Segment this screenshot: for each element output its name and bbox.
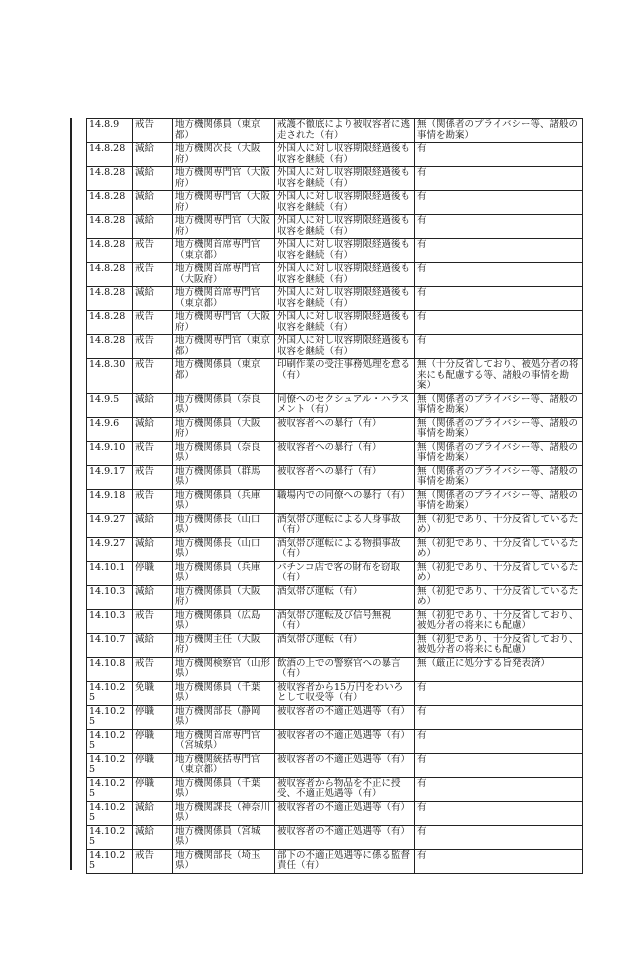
- cell-publicity: 有: [415, 705, 583, 729]
- cell-type: 減給: [133, 215, 173, 239]
- cell-act: 同僚へのセクシュアル・ハラスメント（有）: [275, 393, 415, 417]
- table-row: [87, 335, 583, 359]
- cell-publicity: 有: [415, 311, 583, 335]
- cell-type: 戒告: [133, 335, 173, 359]
- cell-act: 外国人に対し収容期限経過後も収容を継続（有）: [275, 191, 415, 215]
- cell-act: 外国人に対し収容期限経過後も収容を継続（有）: [275, 167, 415, 191]
- cell-person: 地方機関部長（埼玉県）: [173, 849, 275, 873]
- cell-date: 14.9.5: [87, 393, 133, 417]
- table-row: [87, 729, 583, 753]
- table-row: [87, 585, 583, 609]
- cell-person: 地方機関専門官（大阪府）: [173, 311, 275, 335]
- cell-act: 印刷作業の受注事務処理を怠る（有）: [275, 359, 415, 394]
- cell-date: 14.8.28: [87, 215, 133, 239]
- cell-publicity: 無（初犯であり、十分反省しているため）: [415, 561, 583, 585]
- table-row: [87, 537, 583, 561]
- cell-act: 外国人に対し収容期限経過後も収容を継続（有）: [275, 239, 415, 263]
- cell-date: 14.9.10: [87, 441, 133, 465]
- cell-date: 14.9.6: [87, 417, 133, 441]
- cell-type: 減給: [133, 167, 173, 191]
- cell-date: 14.9.17: [87, 465, 133, 489]
- cell-date: 14.10.25: [87, 753, 133, 777]
- cell-person: 地方機関係員（宮城県）: [173, 825, 275, 849]
- cell-type: 減給: [133, 287, 173, 311]
- cell-type: 停職: [133, 729, 173, 753]
- cell-act: 外国人に対し収容期限経過後も収容を継続（有）: [275, 335, 415, 359]
- cell-person: 地方機関係長（山口県）: [173, 513, 275, 537]
- table-row: [87, 143, 583, 167]
- table-row: [87, 657, 583, 681]
- records-table-body: [87, 119, 583, 874]
- cell-publicity: 有: [415, 263, 583, 287]
- table-row: [87, 705, 583, 729]
- cell-act: 酒気帯び運転及び信号無視（有）: [275, 609, 415, 633]
- table-row: [87, 263, 583, 287]
- cell-publicity: 有: [415, 239, 583, 263]
- cell-person: 地方機関係員（群馬県）: [173, 465, 275, 489]
- cell-type: 減給: [133, 393, 173, 417]
- cell-act: 被収容者の不適正処遇等（有）: [275, 753, 415, 777]
- cell-publicity: 無（関係者のプライバシー等、諸般の事情を勘案）: [415, 441, 583, 465]
- cell-date: 14.10.3: [87, 585, 133, 609]
- cell-person: 地方機関首席専門官（東京都）: [173, 287, 275, 311]
- cell-person: 地方機関係員（兵庫県）: [173, 489, 275, 513]
- cell-date: 14.10.25: [87, 681, 133, 705]
- disciplinary-records-table: [86, 118, 583, 874]
- cell-person: 地方機関係員（千葉県）: [173, 777, 275, 801]
- cell-act: 職場内での同僚への暴行（有）: [275, 489, 415, 513]
- cell-date: 14.9.27: [87, 537, 133, 561]
- cell-person: 地方機関係長（山口県）: [173, 537, 275, 561]
- cell-act: 酒気帯び運転（有）: [275, 633, 415, 657]
- cell-type: 戒告: [133, 239, 173, 263]
- table-row: [87, 825, 583, 849]
- cell-act: 酒気帯び運転による人身事故（有）: [275, 513, 415, 537]
- table-row: [87, 215, 583, 239]
- cell-date: 14.9.18: [87, 489, 133, 513]
- cell-person: 地方機関専門官（大阪府）: [173, 167, 275, 191]
- cell-date: 14.8.9: [87, 119, 133, 143]
- cell-type: 戒告: [133, 263, 173, 287]
- cell-act: 被収容者から物品を不正に授受、不適正処遇等（有）: [275, 777, 415, 801]
- cell-publicity: 無（初犯であり、十分反省しているため）: [415, 585, 583, 609]
- cell-act: 被収容者への暴行（有）: [275, 417, 415, 441]
- cell-type: 減給: [133, 585, 173, 609]
- table-row: [87, 489, 583, 513]
- cell-type: 戒告: [133, 119, 173, 143]
- cell-publicity: 有: [415, 215, 583, 239]
- table-row: [87, 681, 583, 705]
- cell-person: 地方機関係員（大阪府）: [173, 585, 275, 609]
- table-row: [87, 465, 583, 489]
- cell-type: 減給: [133, 537, 173, 561]
- cell-publicity: 無（関係者のプライバシー等、諸般の事情を勘案）: [415, 417, 583, 441]
- cell-publicity: 有: [415, 825, 583, 849]
- cell-type: 戒告: [133, 311, 173, 335]
- cell-person: 地方機関課長（神奈川県）: [173, 801, 275, 825]
- cell-person: 地方機関次長（大阪府）: [173, 143, 275, 167]
- cell-publicity: 有: [415, 681, 583, 705]
- cell-act: 外国人に対し収容期限経過後も収容を継続（有）: [275, 143, 415, 167]
- cell-act: 被収容者の不適正処遇等（有）: [275, 705, 415, 729]
- cell-type: 戒告: [133, 359, 173, 394]
- cell-person: 地方機関係員（広島県）: [173, 609, 275, 633]
- cell-act: 戒護不徹底により被収容者に逃走された（有）: [275, 119, 415, 143]
- table-row: [87, 311, 583, 335]
- cell-act: 外国人に対し収容期限経過後も収容を継続（有）: [275, 287, 415, 311]
- cell-type: 戒告: [133, 657, 173, 681]
- cell-publicity: 有: [415, 753, 583, 777]
- cell-person: 地方機関専門官（大阪府）: [173, 191, 275, 215]
- cell-act: 被収容者の不適正処遇等（有）: [275, 825, 415, 849]
- table-row: [87, 167, 583, 191]
- cell-person: 地方機関係員（千葉県）: [173, 681, 275, 705]
- table-row: [87, 561, 583, 585]
- table-row: [87, 777, 583, 801]
- cell-date: 14.8.28: [87, 167, 133, 191]
- cell-type: 減給: [133, 633, 173, 657]
- cell-person: 地方機関係員（奈良県）: [173, 441, 275, 465]
- cell-type: 戒告: [133, 441, 173, 465]
- cell-act: 外国人に対し収容期限経過後も収容を継続（有）: [275, 263, 415, 287]
- cell-date: 14.8.28: [87, 335, 133, 359]
- cell-publicity: 無（関係者のプライバシー等、諸般の事情を勘案）: [415, 489, 583, 513]
- table-row: [87, 119, 583, 143]
- cell-date: 14.9.27: [87, 513, 133, 537]
- cell-person: 地方機関係員（奈良県）: [173, 393, 275, 417]
- table-row: [87, 191, 583, 215]
- cell-date: 14.10.25: [87, 705, 133, 729]
- cell-act: 部下の不適正処遇等に係る監督責任（有）: [275, 849, 415, 873]
- cell-act: 被収容者から15万円をわいろとして収受等（有）: [275, 681, 415, 705]
- table-row: [87, 753, 583, 777]
- table-row: [87, 359, 583, 394]
- cell-publicity: 有: [415, 335, 583, 359]
- cell-type: 停職: [133, 705, 173, 729]
- cell-type: 戒告: [133, 465, 173, 489]
- cell-type: 免職: [133, 681, 173, 705]
- cell-date: 14.10.25: [87, 801, 133, 825]
- cell-type: 減給: [133, 143, 173, 167]
- table-row: [87, 609, 583, 633]
- cell-publicity: 有: [415, 729, 583, 753]
- cell-publicity: 有: [415, 143, 583, 167]
- table-row: [87, 239, 583, 263]
- cell-type: 減給: [133, 417, 173, 441]
- cell-type: 戒告: [133, 849, 173, 873]
- cell-date: 14.8.28: [87, 263, 133, 287]
- cell-date: 14.10.3: [87, 609, 133, 633]
- table-row: [87, 513, 583, 537]
- cell-person: 地方機関統括専門官（東京都）: [173, 753, 275, 777]
- cell-publicity: 無（十分反省しており、被処分者の将来にも配慮する等、諸般の事情を勘案）: [415, 359, 583, 394]
- cell-type: 減給: [133, 825, 173, 849]
- cell-act: 被収容者の不適正処遇等（有）: [275, 729, 415, 753]
- cell-publicity: 有: [415, 801, 583, 825]
- cell-date: 14.8.28: [87, 239, 133, 263]
- cell-act: 外国人に対し収容期限経過後も収容を継続（有）: [275, 311, 415, 335]
- cell-person: 地方機関主任（大阪府）: [173, 633, 275, 657]
- cell-type: 減給: [133, 191, 173, 215]
- cell-publicity: 無（初犯であり、十分反省しており、被処分者の将来にも配慮）: [415, 633, 583, 657]
- cell-publicity: 有: [415, 167, 583, 191]
- table-row: [87, 633, 583, 657]
- table-row: [87, 801, 583, 825]
- cell-publicity: 有: [415, 287, 583, 311]
- cell-person: 地方機関検察官（山形県）: [173, 657, 275, 681]
- cell-date: 14.10.7: [87, 633, 133, 657]
- cell-person: 地方機関係員（大阪府）: [173, 417, 275, 441]
- cell-date: 14.8.28: [87, 143, 133, 167]
- cell-type: 減給: [133, 801, 173, 825]
- cell-person: 地方機関首席専門官（大阪府）: [173, 263, 275, 287]
- cell-type: 減給: [133, 513, 173, 537]
- table-row: [87, 849, 583, 873]
- cell-publicity: 無（初犯であり、十分反省しているため）: [415, 537, 583, 561]
- cell-type: 停職: [133, 753, 173, 777]
- cell-date: 14.10.25: [87, 729, 133, 753]
- cell-publicity: 無（初犯であり、十分反省しているため）: [415, 513, 583, 537]
- cell-publicity: 有: [415, 777, 583, 801]
- cell-date: 14.10.8: [87, 657, 133, 681]
- table-row: [87, 417, 583, 441]
- cell-act: パチンコ店で客の財布を窃取（有）: [275, 561, 415, 585]
- cell-act: 酒気帯び運転による物損事故（有）: [275, 537, 415, 561]
- cell-person: 地方機関専門官（大阪府）: [173, 215, 275, 239]
- cell-publicity: 無（厳正に処分する旨発表済）: [415, 657, 583, 681]
- cell-act: 飲酒の上での警察官への暴言（有）: [275, 657, 415, 681]
- left-margin-rule: [70, 118, 72, 870]
- cell-person: 地方機関部長（静岡県）: [173, 705, 275, 729]
- cell-act: 外国人に対し収容期限経過後も収容を継続（有）: [275, 215, 415, 239]
- cell-date: 14.10.25: [87, 849, 133, 873]
- cell-date: 14.8.30: [87, 359, 133, 394]
- cell-date: 14.10.25: [87, 825, 133, 849]
- cell-date: 14.8.28: [87, 311, 133, 335]
- cell-date: 14.10.25: [87, 777, 133, 801]
- cell-act: 酒気帯び運転（有）: [275, 585, 415, 609]
- cell-date: 14.8.28: [87, 191, 133, 215]
- cell-person: 地方機関専門官（東京都）: [173, 335, 275, 359]
- table-row: [87, 393, 583, 417]
- cell-publicity: 有: [415, 191, 583, 215]
- cell-publicity: 無（関係者のプライバシー等、諸般の事情を勘案）: [415, 393, 583, 417]
- cell-act: 被収容者の不適正処遇等（有）: [275, 801, 415, 825]
- cell-person: 地方機関係員（兵庫県）: [173, 561, 275, 585]
- cell-act: 被収容者への暴行（有）: [275, 465, 415, 489]
- cell-person: 地方機関係員（東京都）: [173, 359, 275, 394]
- table-row: [87, 287, 583, 311]
- table-row: [87, 441, 583, 465]
- cell-publicity: 無（関係者のプライバシー等、諸般の事情を勘案）: [415, 465, 583, 489]
- cell-type: 戒告: [133, 609, 173, 633]
- cell-type: 停職: [133, 777, 173, 801]
- cell-date: 14.10.1: [87, 561, 133, 585]
- cell-type: 停職: [133, 561, 173, 585]
- cell-type: 戒告: [133, 489, 173, 513]
- cell-date: 14.8.28: [87, 287, 133, 311]
- cell-publicity: 無（初犯であり、十分反省しており、被処分者の将来にも配慮）: [415, 609, 583, 633]
- cell-publicity: 無（関係者のプライバシー等、諸般の事情を勘案）: [415, 119, 583, 143]
- cell-person: 地方機関首席専門官（東京都）: [173, 239, 275, 263]
- cell-person: 地方機関係員（東京都）: [173, 119, 275, 143]
- cell-act: 被収容者への暴行（有）: [275, 441, 415, 465]
- cell-publicity: 有: [415, 849, 583, 873]
- cell-person: 地方機関首席専門官（宮城県）: [173, 729, 275, 753]
